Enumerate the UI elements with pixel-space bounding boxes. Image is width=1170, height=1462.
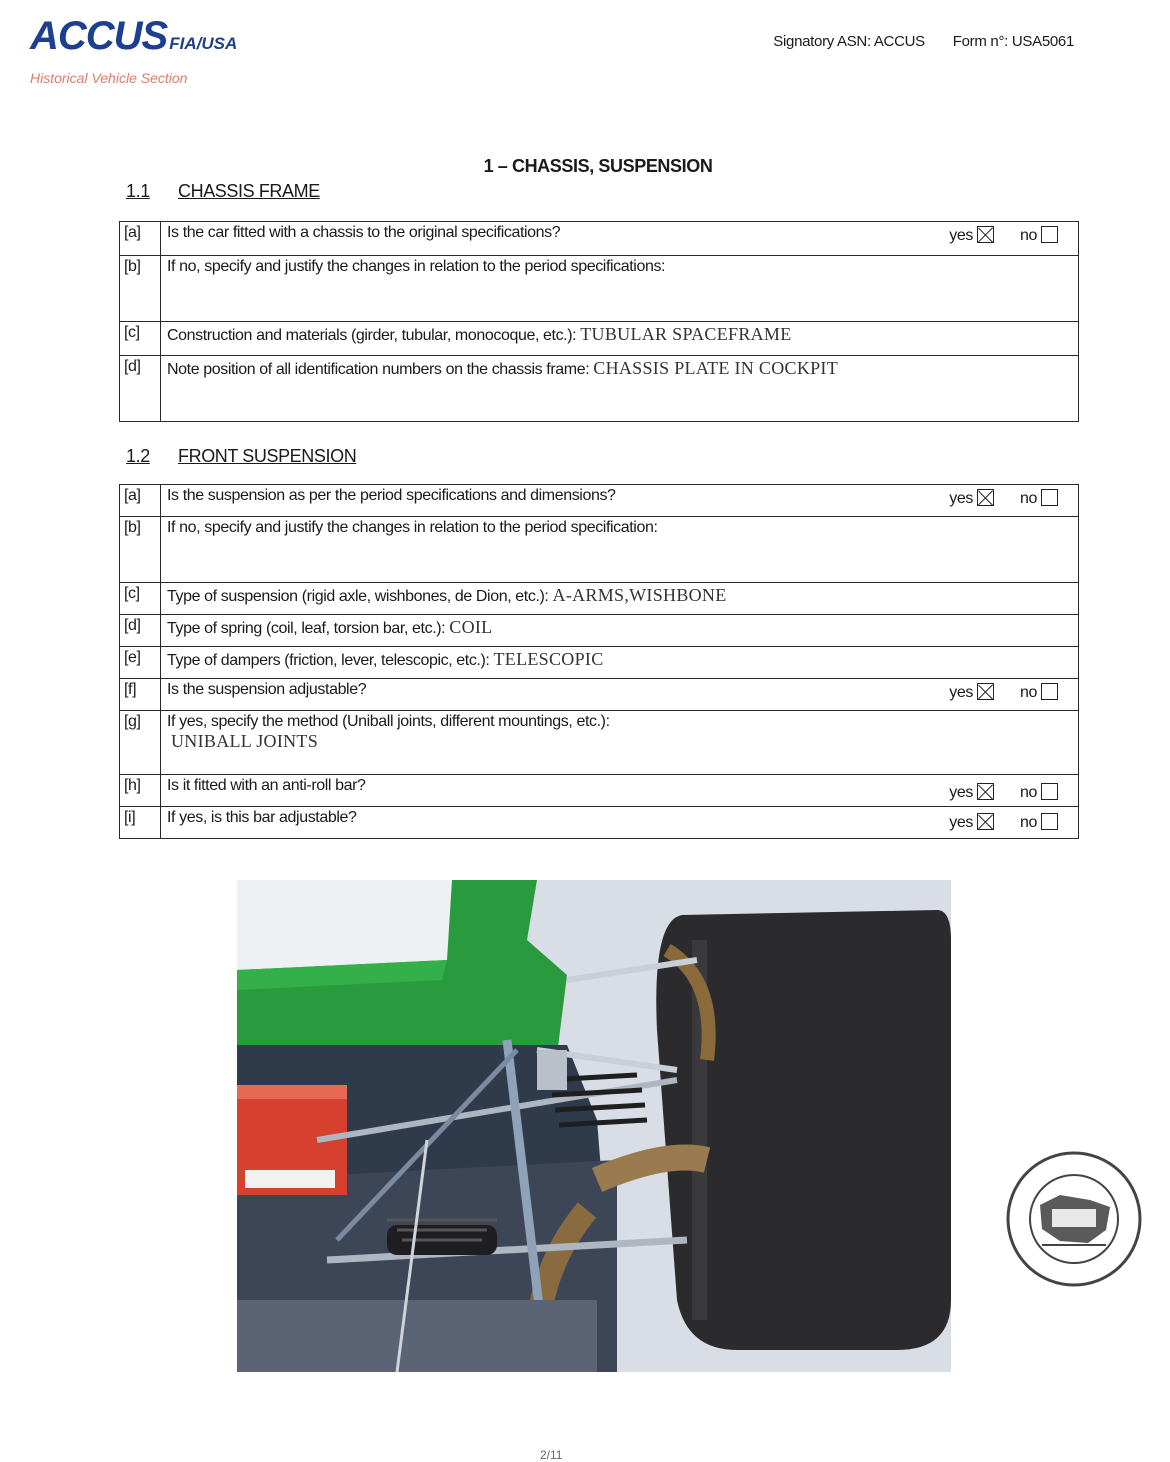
yes-checkbox-checked[interactable] (977, 683, 994, 700)
chassis-frame-heading (126, 181, 320, 202)
row-question: Construction and materials (girder, tubular, monocoque, etc.): (167, 327, 581, 344)
table-row (120, 679, 1079, 711)
row-answer: UNIBALL JOINTS (171, 731, 319, 751)
yes-no-group (943, 683, 1058, 702)
fia-seal (1000, 1145, 1148, 1293)
table-row (120, 222, 1079, 256)
row-code: [a] (120, 485, 161, 517)
row-code: [h] (120, 775, 161, 807)
yes-no-group (943, 226, 1058, 245)
no-checkbox[interactable] (1041, 489, 1058, 506)
no-label: no (1020, 814, 1037, 831)
yes-label: yes (949, 227, 973, 244)
row-question: Is the suspension as per the period specifications and dimensions? (167, 487, 616, 504)
table-row (120, 615, 1079, 647)
chassis-frame-table (119, 221, 1079, 422)
yes-label: yes (949, 814, 973, 831)
row-question: Type of dampers (friction, lever, telescopic, etc.): (167, 652, 494, 669)
section-title: 1 – CHASSIS, SUSPENSION (483, 156, 713, 176)
row-question: Is the car fitted with a chassis to the original specifications? (167, 224, 561, 241)
logo-section-text: Historical Vehicle Section (30, 70, 188, 86)
row-question: If no, specify and justify the changes in relation to the period specification: (167, 519, 658, 536)
header-meta (773, 33, 1074, 50)
yes-no-group (943, 489, 1058, 508)
row-code: [c] (120, 322, 161, 356)
row-question: Type of spring (coil, leaf, torsion bar, etc.): (167, 620, 450, 637)
row-answer: TUBULAR SPACEFRAME (580, 324, 792, 344)
yes-checkbox-checked[interactable] (977, 783, 994, 800)
row-code: [c] (120, 583, 161, 615)
no-label: no (1020, 684, 1037, 701)
table-row (120, 775, 1079, 807)
page-number: 2/11 (540, 1448, 563, 1462)
row-code: [g] (120, 711, 161, 775)
row-question: Note position of all identification numbers on the chassis frame: (167, 361, 594, 378)
form-number: Form n°: USA5061 (952, 33, 1074, 50)
no-checkbox[interactable] (1041, 226, 1058, 243)
no-checkbox[interactable] (1041, 783, 1058, 800)
yes-no-group (943, 783, 1058, 802)
table-row (120, 485, 1079, 517)
yes-checkbox-checked[interactable] (977, 813, 994, 830)
row-answer: TELESCOPIC (493, 649, 604, 669)
row-answer: CHASSIS PLATE IN COCKPIT (593, 358, 839, 378)
row-code: [f] (120, 679, 161, 711)
row-code: [b] (120, 256, 161, 322)
table-row (120, 322, 1079, 356)
no-label: no (1020, 784, 1037, 801)
row-question: Type of suspension (rigid axle, wishbones, de Dion, etc.): (167, 588, 553, 605)
table-row (120, 647, 1079, 679)
row-code: [a] (120, 222, 161, 256)
row-answer: A-ARMS,WISHBONE (552, 585, 727, 605)
yes-label: yes (949, 684, 973, 701)
row-question: If no, specify and justify the changes in relation to the period specifications: (167, 258, 666, 275)
row-code: [e] (120, 647, 161, 679)
row-question: Is the suspension adjustable? (167, 681, 367, 698)
table-row (120, 256, 1079, 322)
row-answer: COIL (449, 617, 493, 637)
row-code: [d] (120, 615, 161, 647)
row-code: [d] (120, 356, 161, 422)
no-checkbox[interactable] (1041, 683, 1058, 700)
row-code: [b] (120, 517, 161, 583)
table-row (120, 807, 1079, 839)
table-row (120, 356, 1079, 422)
row-question: If yes, specify the method (Uniball joints, different mountings, etc.): (167, 713, 610, 730)
front-suspension-table (119, 484, 1079, 839)
no-label: no (1020, 227, 1037, 244)
yes-label: yes (949, 490, 973, 507)
row-question: Is it fitted with an anti-roll bar? (167, 777, 366, 794)
row-code: [i] (120, 807, 161, 839)
front-suspension-photo (237, 880, 951, 1372)
yes-label: yes (949, 784, 973, 801)
signatory-asn: Signatory ASN: ACCUS (773, 33, 925, 50)
chassis-frame-number: 1.1 (126, 181, 150, 201)
table-row (120, 583, 1079, 615)
accus-logo (30, 16, 270, 86)
front-suspension-heading (126, 446, 356, 467)
row-question: If yes, is this bar adjustable? (167, 809, 357, 826)
yes-no-group (943, 813, 1058, 832)
front-suspension-number: 1.2 (126, 446, 150, 466)
table-row (120, 711, 1079, 775)
no-label: no (1020, 490, 1037, 507)
table-row (120, 517, 1079, 583)
yes-checkbox-checked[interactable] (977, 489, 994, 506)
logo-sub-text: FIA/USA (169, 34, 238, 53)
logo-main-text: ACCUS (30, 14, 168, 58)
yes-checkbox-checked[interactable] (977, 226, 994, 243)
chassis-frame-title: CHASSIS FRAME (178, 181, 320, 201)
front-suspension-title: FRONT SUSPENSION (178, 446, 357, 466)
no-checkbox[interactable] (1041, 813, 1058, 830)
